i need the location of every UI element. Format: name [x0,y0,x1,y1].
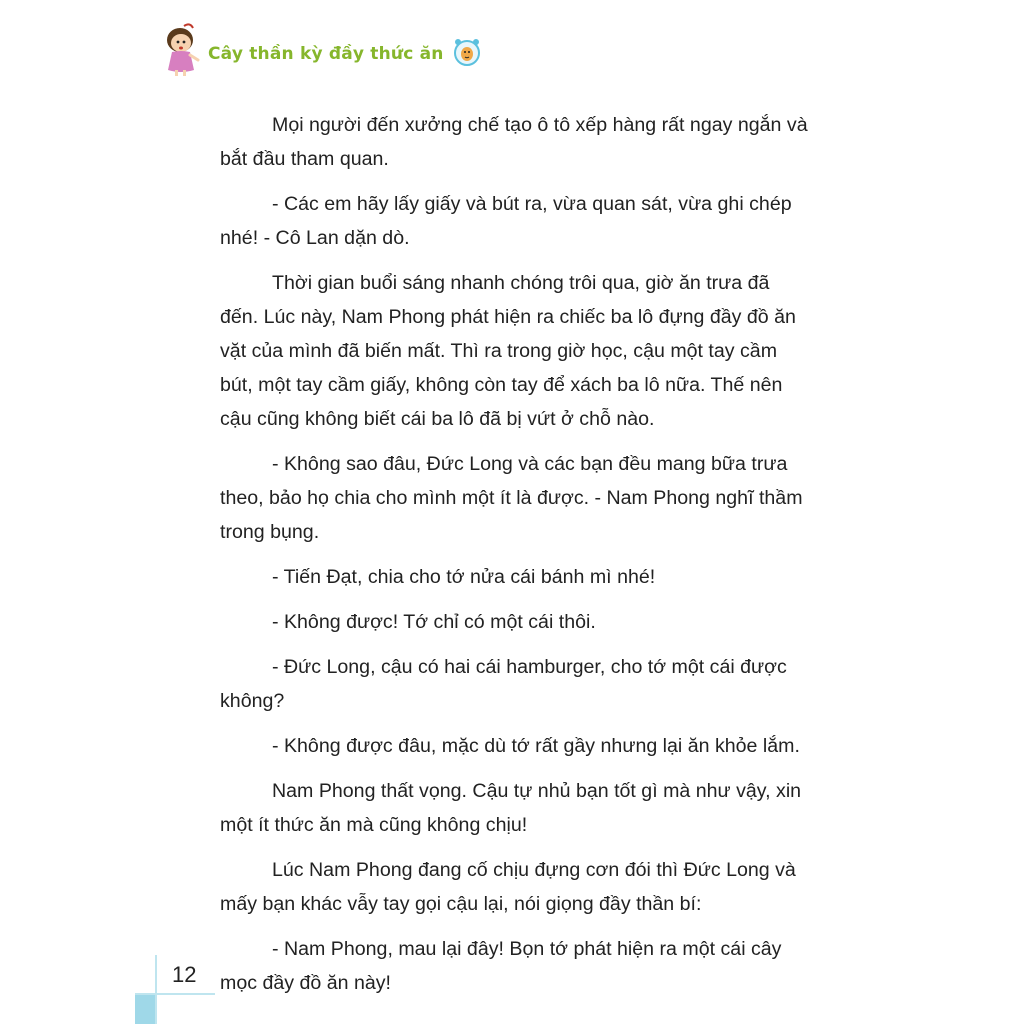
paragraph: - Không được! Tớ chỉ có một cái thôi. [272,611,596,633]
book-title: Cây thần kỳ đầy thức ăn [208,44,444,64]
paragraph: - Không được đâu, mặc dù tớ rất gầy nhưng lại ăn khỏe lắm. [272,735,800,757]
paragraph: - Các em hãy lấy giấy và bút ra, vừa quan sát, vừa ghi chép nhé! - Cô Lan dặn dò. [220,193,792,249]
paragraph: - Tiến Đạt, chia cho tớ nửa cái bánh mì nhé! [272,566,656,588]
page-corner-line-vertical [155,955,157,1024]
paragraph: Nam Phong thất vọng. Cậu tự nhủ bạn tốt gì mà như vậy, xin một ít thức ăn mà cũng không chịu! [220,780,802,836]
paragraph: Thời gian buổi sáng nhanh chóng trôi qua, giờ ăn trưa đã đến. Lúc này, Nam Phong phát hiện ra chiếc ba lô đựng đầy đồ ăn vặt của mình đã biến mất. Thì ra trong giờ học, cậu một tay cầm bút, một tay cầm giấy, không còn tay để xách ba lô nữa. Thế nên cậu cũng không biết cái ba lô đã bị vứt ở chỗ nào. [220,272,796,430]
paragraph: - Đức Long, cậu có hai cái hamburger, cho tớ một cái được không? [220,656,787,712]
paragraph: - Nam Phong, mau lại đây! Bọn tớ phát hiện ra một cái cây mọc đầy đồ ăn này! [220,938,782,994]
page-corner-block [135,995,155,1024]
paragraph: - Không sao đâu, Đức Long và các bạn đều mang bữa trưa theo, bảo họ chia cho mình một ít là được. - Nam Phong nghĩ thầm trong bụng. [220,453,803,543]
alarm-clock-icon [450,35,484,69]
girl-mascot-icon [160,22,202,78]
paragraph: Mọi người đến xưởng chế tạo ô tô xếp hàng rất ngay ngắn và bắt đầu tham quan. [220,114,808,170]
page-number: 12 [172,962,197,987]
paragraph: Lúc Nam Phong đang cố chịu đựng cơn đói thì Đức Long và mấy bạn khác vẫy tay gọi cậu lại, nói giọng đầy thần bí: [220,859,796,915]
running-header [160,22,484,78]
story-text [220,108,810,1011]
